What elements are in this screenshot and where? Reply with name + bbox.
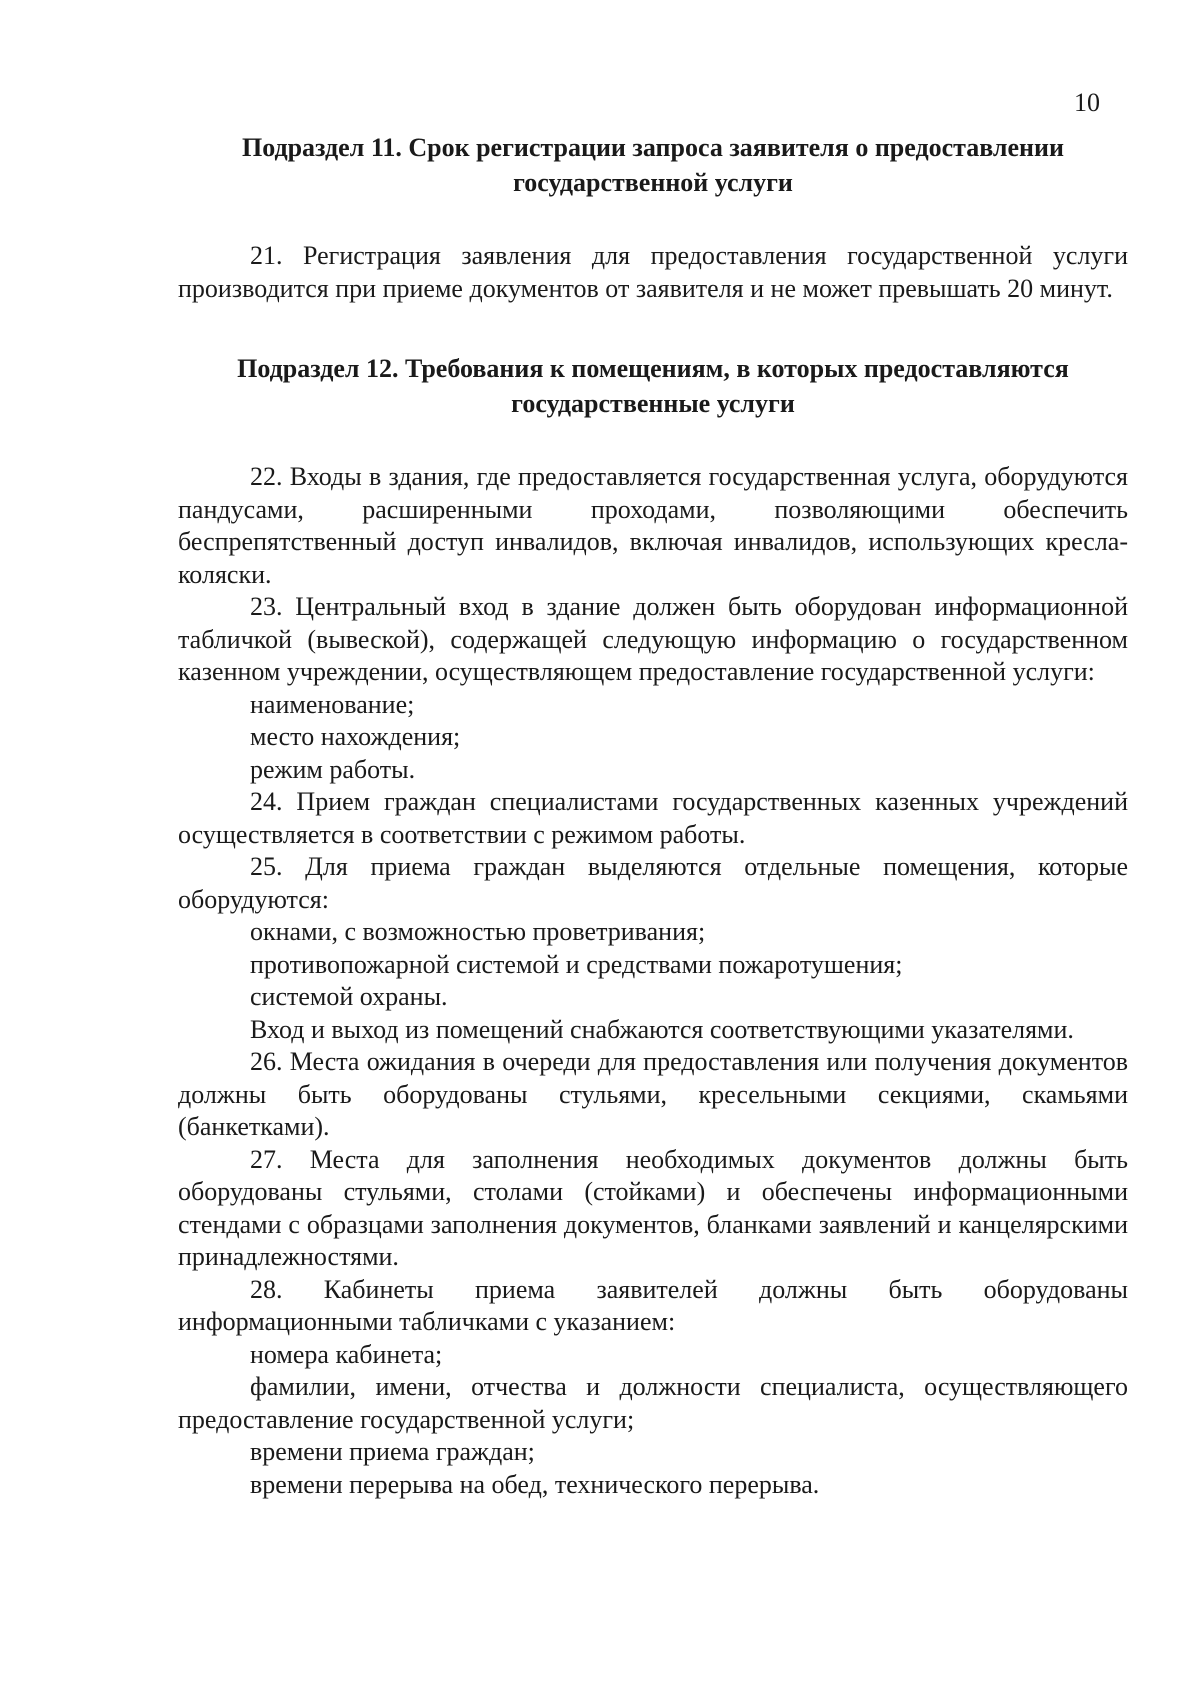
paragraph-28: 28. Кабинеты приема заявителей должны быть оборудованы информационными табличками с указанием: <box>178 1274 1128 1336</box>
list-item: режим работы. <box>250 754 416 784</box>
list-item: окнами, с возможностью проветривания; <box>250 917 706 946</box>
section-12-heading <box>178 351 1128 421</box>
list-item: номера кабинета; <box>250 1339 443 1369</box>
paragraph-25-exit-signs: Вход и выход из помещений снабжаются соответствующими указателями. <box>250 1014 1074 1044</box>
page-content <box>178 130 1128 1501</box>
list-item: времени перерыва на обед, технического перерыва. <box>250 1469 820 1499</box>
section-12-heading-line1: Подраздел 12. Требования к помещениям, в которых предоставляются <box>237 354 1069 383</box>
list-item: времени приема граждан; <box>250 1437 535 1466</box>
section-11-heading-line2: государственной услуги <box>513 168 793 197</box>
paragraph-25: 25. Для приема граждан выделяются отдельные помещения, которые оборудуются: <box>178 852 1128 914</box>
paragraph-23: 23. Центральный вход в здание должен быть оборудован информационной табличкой (вывеской), содержащей следующую информацию о государственном казенном учреждении, осуществляющем предоставление государственной услуги: <box>178 592 1128 686</box>
list-item: фамилии, имени, отчества и должности специалиста, осуществляющего предоставление государственной услуги; <box>178 1372 1128 1434</box>
paragraph-27: 27. Места для заполнения необходимых документов должны быть оборудованы стульями, столами (стойками) и обеспечены информационными стендами с образцами заполнения документов, бланками заявлений и канцелярскими принадлежностями. <box>178 1144 1128 1271</box>
list-item: противопожарной системой и средствами пожаротушения; <box>250 949 903 979</box>
paragraph-24: 24. Прием граждан специалистами государственных казенных учреждений осуществляется в соответствии с режимом работы. <box>178 787 1128 849</box>
paragraph-22: 22. Входы в здания, где предоставляется государственная услуга, оборудуются пандусами, расширенными проходами, позволяющими обеспечить беспрепятственный доступ инвалидов, включая инвалидов, использующих кресла-коляски. <box>178 462 1128 589</box>
page-number: 10 <box>1074 88 1100 117</box>
paragraph-26: 26. Места ожидания в очереди для предоставления или получения документов должны быть оборудованы стульями, кресельными секциями, скамьями (банкетками). <box>178 1047 1128 1141</box>
list-item: наименование; <box>250 689 415 719</box>
section-12-heading-line2: государственные услуги <box>511 389 795 418</box>
paragraph-21: 21. Регистрация заявления для предоставления государственной услуги производится при приеме документов от заявителя и не может превышать 20 минут. <box>178 241 1128 303</box>
list-item: системой охраны. <box>250 982 448 1011</box>
section-11-heading-line1: Подраздел 11. Срок регистрации запроса заявителя о предоставлении <box>241 133 1065 162</box>
list-item: место нахождения; <box>250 722 461 751</box>
section-11-heading <box>178 130 1128 200</box>
